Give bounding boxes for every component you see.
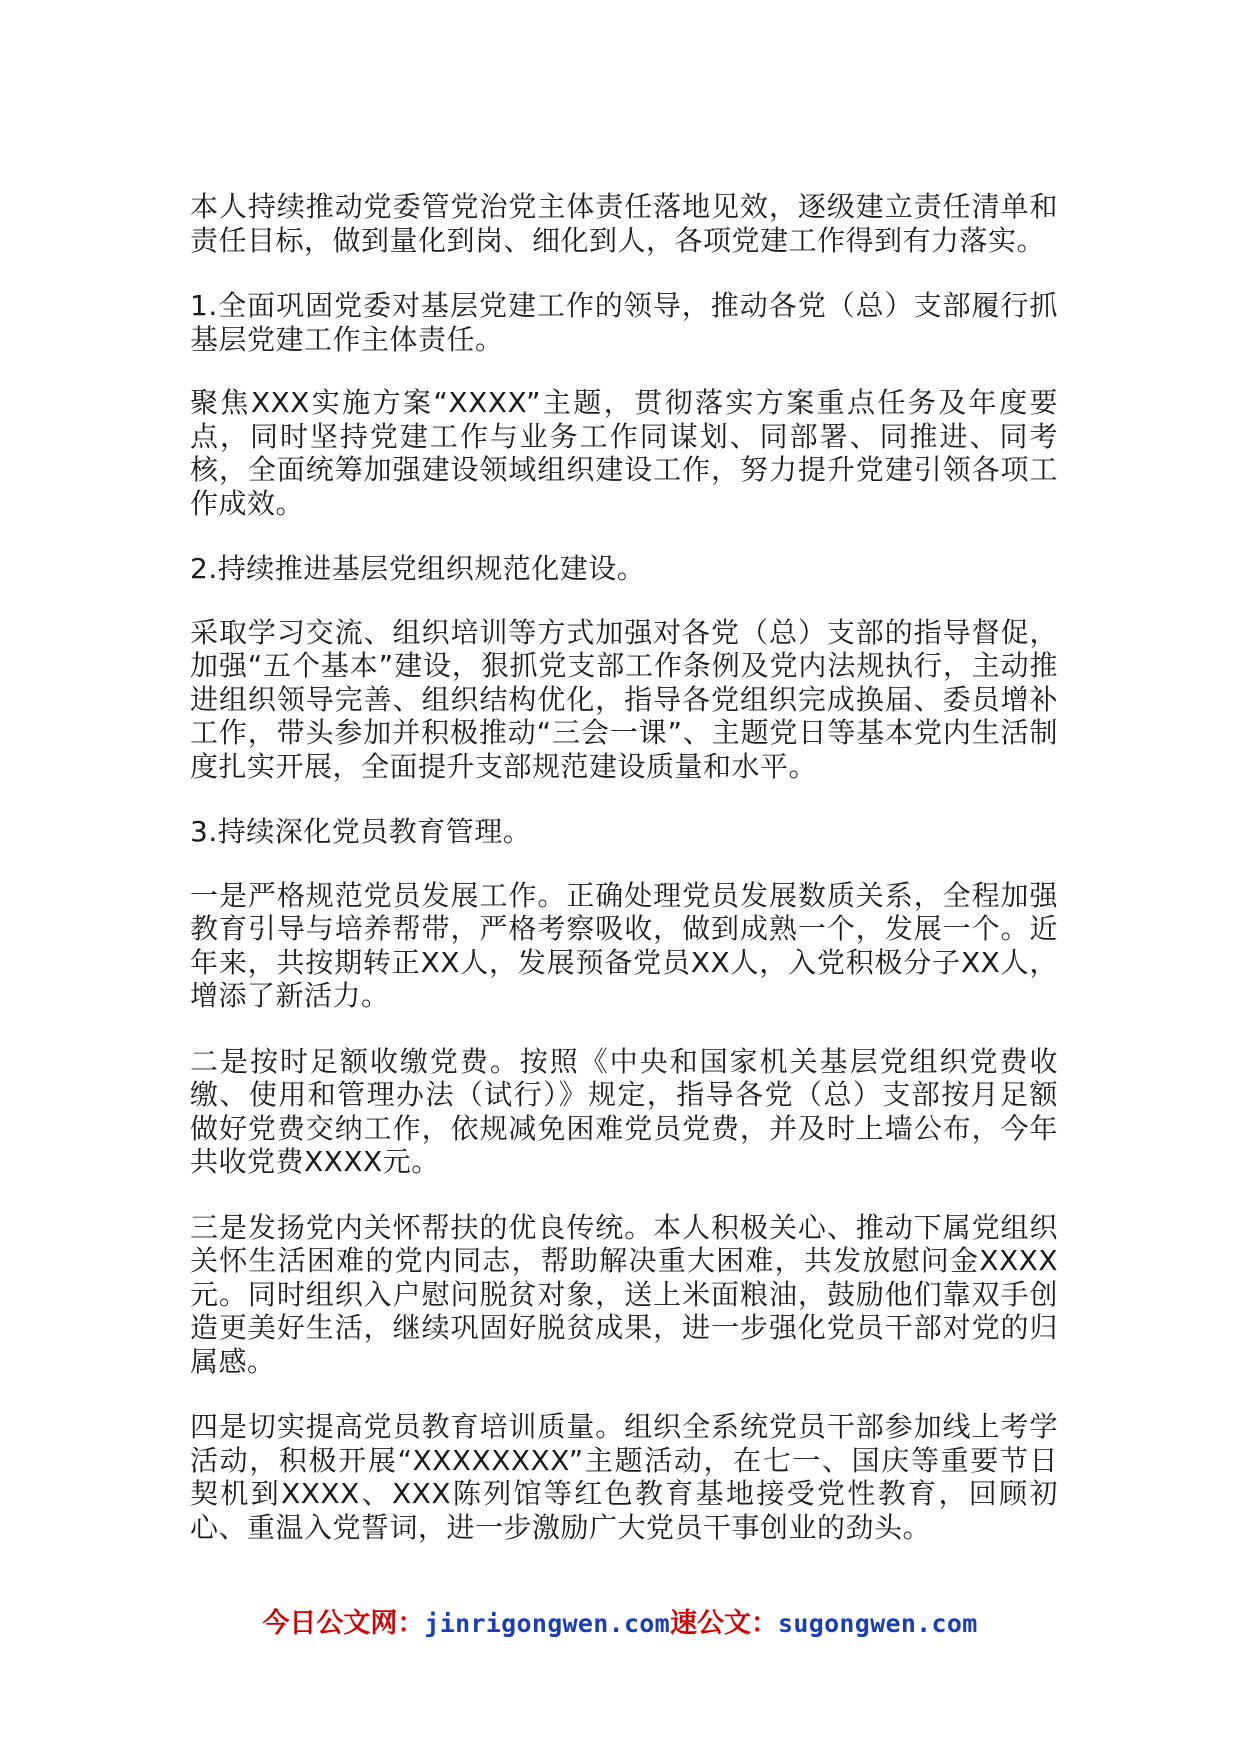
- paragraph-section-1: 聚焦XXX实施方案“XXXX”主题，贯彻落实方案重点任务及年度要点，同时坚持党建工作与业务工作同谋划、同部署、同推进、同考核，全面统筹加强建设领域组织建设工作，努力提升党建引领各项工作成效。: [190, 386, 1058, 520]
- paragraph-intro: 本人持续推动党委管党治党主体责任落地见效，逐级建立责任清单和责任目标，做到量化到岗、细化到人，各项党建工作得到有力落实。: [190, 190, 1058, 257]
- footer-site1-name: 今日公文网: [262, 1608, 398, 1639]
- paragraph-section-2: 采取学习交流、组织培训等方式加强对各党（总）支部的指导督促，加强“五个基本”建设，狠抓党支部工作条例及党内法规执行，主动推进组织领导完善、组织结构优化，指导各党组织完成换届、委员增补工作，带头参加并积极推动“三会一课”、主题党日等基本党内生活制度扎实开展，全面提升支部规范建设质量和水平。: [190, 615, 1058, 783]
- paragraph-item-3: 三是发扬党内关怀帮扶的优良传统。本人积极关心、推动下属党组织关怀生活困难的党内同志，帮助解决重大困难，共发放慰问金XXXX元。同时组织入户慰问脱贫对象，送上米面粮油，鼓励他们靠双手创造更美好生活，继续巩固好脱贫成果，进一步强化党员干部对党的归属感。: [190, 1210, 1058, 1378]
- paragraph-item-1: 一是严格规范党员发展工作。正确处理党员发展数质关系，全程加强教育引导与培养帮带，严格考察吸收，做到成熟一个，发展一个。近年来，共按期转正XX人，发展预备党员XX人，入党积极分子XX人，增添了新活力。: [190, 878, 1058, 1012]
- footer-site1-url[interactable]: jinrigongwen.com: [424, 1609, 671, 1638]
- document-body: [190, 190, 1058, 1576]
- footer-watermark: [0, 1606, 1240, 1642]
- footer-separator-2: ：: [751, 1608, 779, 1639]
- paragraph-item-4: 四是切实提高党员教育培训质量。组织全系统党员干部参加线上考学活动，积极开展“XXXXXXXX”主题活动，在七一、国庆等重要节日契机到XXXX、XXX陈列馆等红色教育基地接受党性教育，回顾初心、重温入党誓词，进一步激励广大党员干事创业的劲头。: [190, 1410, 1058, 1544]
- footer-site2-name: 速公文: [670, 1608, 752, 1639]
- paragraph-item-2: 二是按时足额收缴党费。按照《中央和国家机关基层党组织党费收缴、使用和管理办法（试行）》规定，指导各党（总）支部按月足额做好党费交纳工作，依规减免困难党员党费，并及时上墙公布，今年共收党费XXXX元。: [190, 1044, 1058, 1178]
- section-heading-3: 3.持续深化党员教育管理。: [190, 815, 532, 848]
- section-heading-1: 1.全面巩固党委对基层党建工作的领导，推动各党（总）支部履行抓基层党建工作主体责任。: [190, 289, 1058, 356]
- footer-site2-url[interactable]: sugongwen.com: [778, 1609, 978, 1638]
- footer-separator-1: ：: [397, 1608, 425, 1639]
- section-heading-2: 2.持续推进基层党组织规范化建设。: [190, 552, 646, 585]
